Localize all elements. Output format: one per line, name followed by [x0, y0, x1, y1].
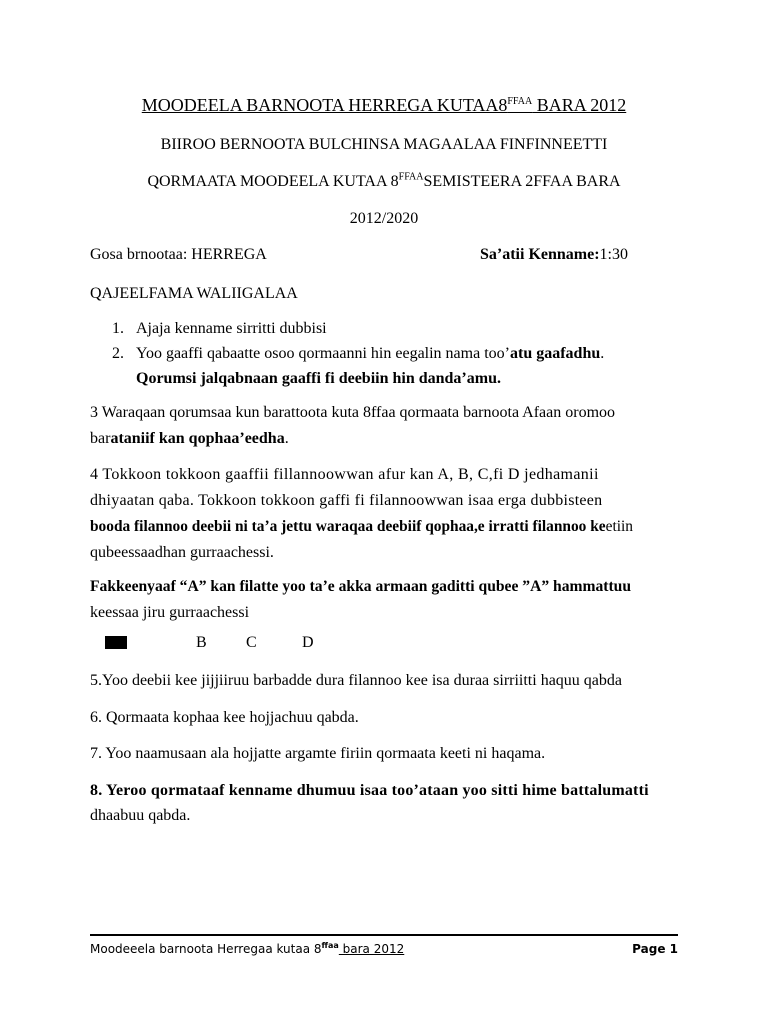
office-name: BIIROO BERNOOTA BULCHINSA MAGAALAA FINFINNEETTI	[160, 136, 608, 153]
example-line-1: Fakkeenyaaf “A” kan filatte yoo ta’e akka armaan gaditti qubee ”A” hammattuu	[90, 578, 632, 595]
list-item-continuation: Qorumsi jalqabnaan gaaffi fi deebiin hin danda’amu.	[136, 370, 501, 387]
option-b: B	[196, 634, 207, 651]
list-number: 1.	[112, 320, 124, 337]
footer-divider	[90, 934, 678, 936]
list-text-end: .	[600, 345, 605, 362]
paragraph-4-line-4: qubeessaadhan gurraachessi.	[90, 544, 274, 561]
list-text: Yoo gaaffi qabaatte osoo qormaanni hin eegalin nama too’	[136, 345, 510, 362]
paragraph-8-line-2: dhaabuu qabda.	[90, 807, 191, 824]
exam-year: 2012/2020	[349, 210, 419, 227]
list-number: 2.	[112, 345, 124, 362]
list-text-bold: atu gaafadhu	[509, 345, 601, 362]
paragraph-6: 6. Qormaata kophaa kee hojjachuu qabda.	[90, 709, 359, 726]
paragraph-8-line-1: 8. Yeroo qormataaf kenname dhumuu isaa too’ataan yoo sitti hime battalumatti	[90, 782, 649, 799]
paragraph-4-line-2: dhiyaatan qaba. Tokkoon tokkoon gaffi fi filannoowwan isaa erga dubbisteen	[90, 492, 603, 509]
paragraph-text: bar	[90, 430, 111, 447]
subject-label: Gosa brnootaa: HERREGA	[90, 246, 267, 263]
exam-heading	[90, 169, 678, 195]
time-label: Sa’atii Kenname:	[480, 246, 600, 263]
option-c: C	[246, 634, 257, 651]
footer-document-title	[90, 942, 404, 956]
list-text: Ajaja kenname sirritti dubbisi	[136, 320, 327, 337]
option-d: D	[302, 634, 314, 651]
time-line	[480, 242, 680, 268]
paragraph-3-line-2	[90, 426, 678, 452]
paragraph-text-bold: ataniif kan qophaa’eedha	[110, 430, 285, 447]
paragraph-5: 5.Yoo deebii kee jijjiiruu barbadde dura filannoo kee isa duraa sirriitti haquu qabda	[90, 672, 622, 689]
page-number: Page 1	[632, 942, 678, 956]
exam-heading-tail: SEMISTEERA 2FFAA BARA	[423, 173, 621, 190]
title-superscript: FFAA	[507, 96, 533, 107]
title-text: MOODEELA BARNOOTA HERREGA KUTAA8	[141, 95, 508, 115]
exam-heading-superscript: FFAA	[398, 171, 424, 183]
title-tail: BARA 2012	[532, 95, 627, 115]
footer-title-text: Moodeeela barnoota Herregaa kutaa 8	[90, 942, 322, 956]
paragraph-text-bold: booda filannoo deebii ni ta’a jettu waraqaa deebiif qophaa,e irratti filannoo ke	[90, 518, 606, 535]
list-item	[112, 316, 327, 342]
paragraph-3-line-1: 3 Waraqaan qorumsaa kun barattoota kuta 8ffaa qormaata barnoota Afaan oromoo	[90, 404, 616, 421]
filled-answer-bubble-a	[105, 636, 127, 649]
paragraph-text-end: .	[284, 430, 289, 447]
paragraph-4-line-3	[90, 514, 678, 540]
paragraph-4-line-1: 4 Tokkoon tokkoon gaaffii fillannoowwan afur kan A, B, C,fi D jedhamanii	[90, 466, 599, 483]
paragraph-7: 7. Yoo naamusaan ala hojjatte argamte firiin qormaata keeti ni haqama.	[90, 745, 546, 762]
footer-title-tail: bara 2012	[338, 942, 405, 956]
example-line-2: keessaa jiru gurraachessi	[90, 604, 250, 621]
paragraph-text: etiin	[605, 518, 633, 535]
list-item	[112, 341, 604, 367]
page-title	[90, 92, 678, 118]
time-value: 1:30	[599, 246, 628, 263]
instructions-heading: QAJEELFAMA WALIIGALAA	[90, 285, 298, 302]
footer-title-superscript: ffaa	[321, 941, 339, 950]
exam-heading-text: QORMAATA MOODEELA KUTAA 8	[147, 173, 399, 190]
